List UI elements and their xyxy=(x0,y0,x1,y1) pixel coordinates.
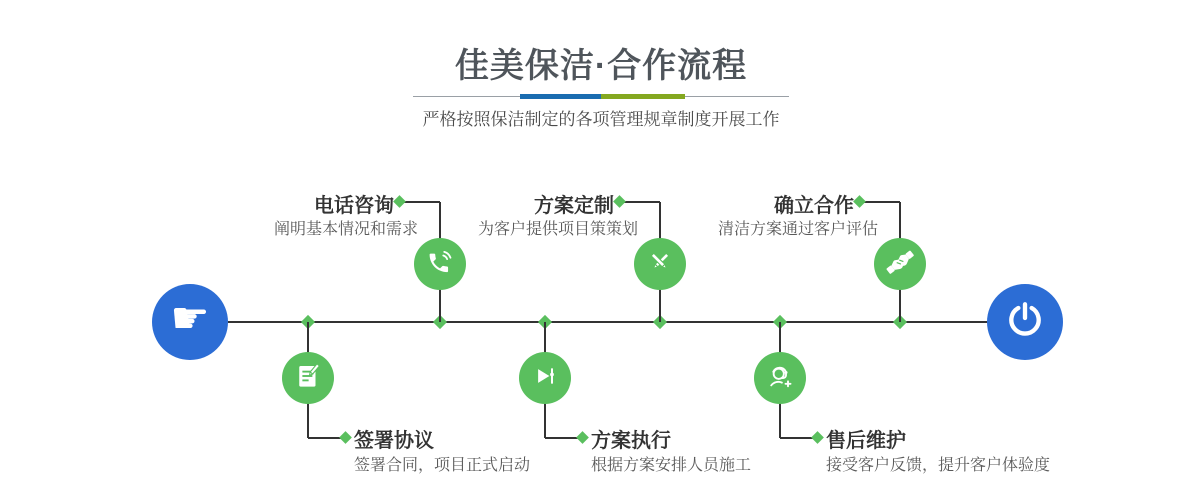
start-endpoint-circle xyxy=(152,284,228,360)
headset-plus-icon xyxy=(765,361,795,396)
pointing-hand-icon: ☛ xyxy=(170,294,210,343)
step-desc: 阐明基本情况和需求 xyxy=(273,221,418,238)
step-desc: 清洁方案通过客户评估 xyxy=(717,221,878,238)
page-title: 佳美保洁·合作流程 xyxy=(454,47,748,85)
step-circle xyxy=(282,352,334,404)
label-diamond xyxy=(576,431,589,444)
timeline-main-line xyxy=(228,321,988,323)
step-circle xyxy=(874,238,926,290)
step-circle xyxy=(414,238,466,290)
step-title: 方案执行 xyxy=(591,430,671,452)
connector-line xyxy=(624,201,660,203)
label-diamond xyxy=(613,195,626,208)
step-circle xyxy=(754,352,806,404)
step-title: 电话咨询 xyxy=(314,195,394,217)
connector-line xyxy=(864,201,900,203)
divider-blue-segment xyxy=(520,94,601,99)
step-title: 确立合作 xyxy=(774,195,854,217)
step-title: 签署协议 xyxy=(354,430,434,452)
step-desc: 接受客户反馈，提升客户体验度 xyxy=(826,457,1051,474)
label-diamond xyxy=(853,195,866,208)
power-icon xyxy=(1005,300,1045,345)
handshake-icon xyxy=(884,246,916,283)
document-pen-icon xyxy=(293,361,323,396)
page-subtitle: 严格按照保洁制定的各项管理规章制度开展工作 xyxy=(422,110,780,129)
label-diamond xyxy=(393,195,406,208)
step-circle xyxy=(519,352,571,404)
title-divider xyxy=(413,92,789,100)
crossed-pencils-icon xyxy=(645,247,675,282)
divider-green-segment xyxy=(601,94,685,99)
phone-icon xyxy=(425,247,455,282)
label-diamond xyxy=(339,431,352,444)
step-desc: 签署合同，项目正式启动 xyxy=(354,457,531,474)
end-endpoint-circle xyxy=(987,284,1063,360)
step-desc: 为客户提供项目策策划 xyxy=(477,221,638,238)
step-desc: 根据方案安排人员施工 xyxy=(591,457,752,474)
step-title: 方案定制 xyxy=(534,195,614,217)
label-diamond xyxy=(811,431,824,444)
connector-line xyxy=(404,201,440,203)
play-slider-icon xyxy=(530,361,560,396)
step-title: 售后维护 xyxy=(826,430,906,452)
step-circle xyxy=(634,238,686,290)
